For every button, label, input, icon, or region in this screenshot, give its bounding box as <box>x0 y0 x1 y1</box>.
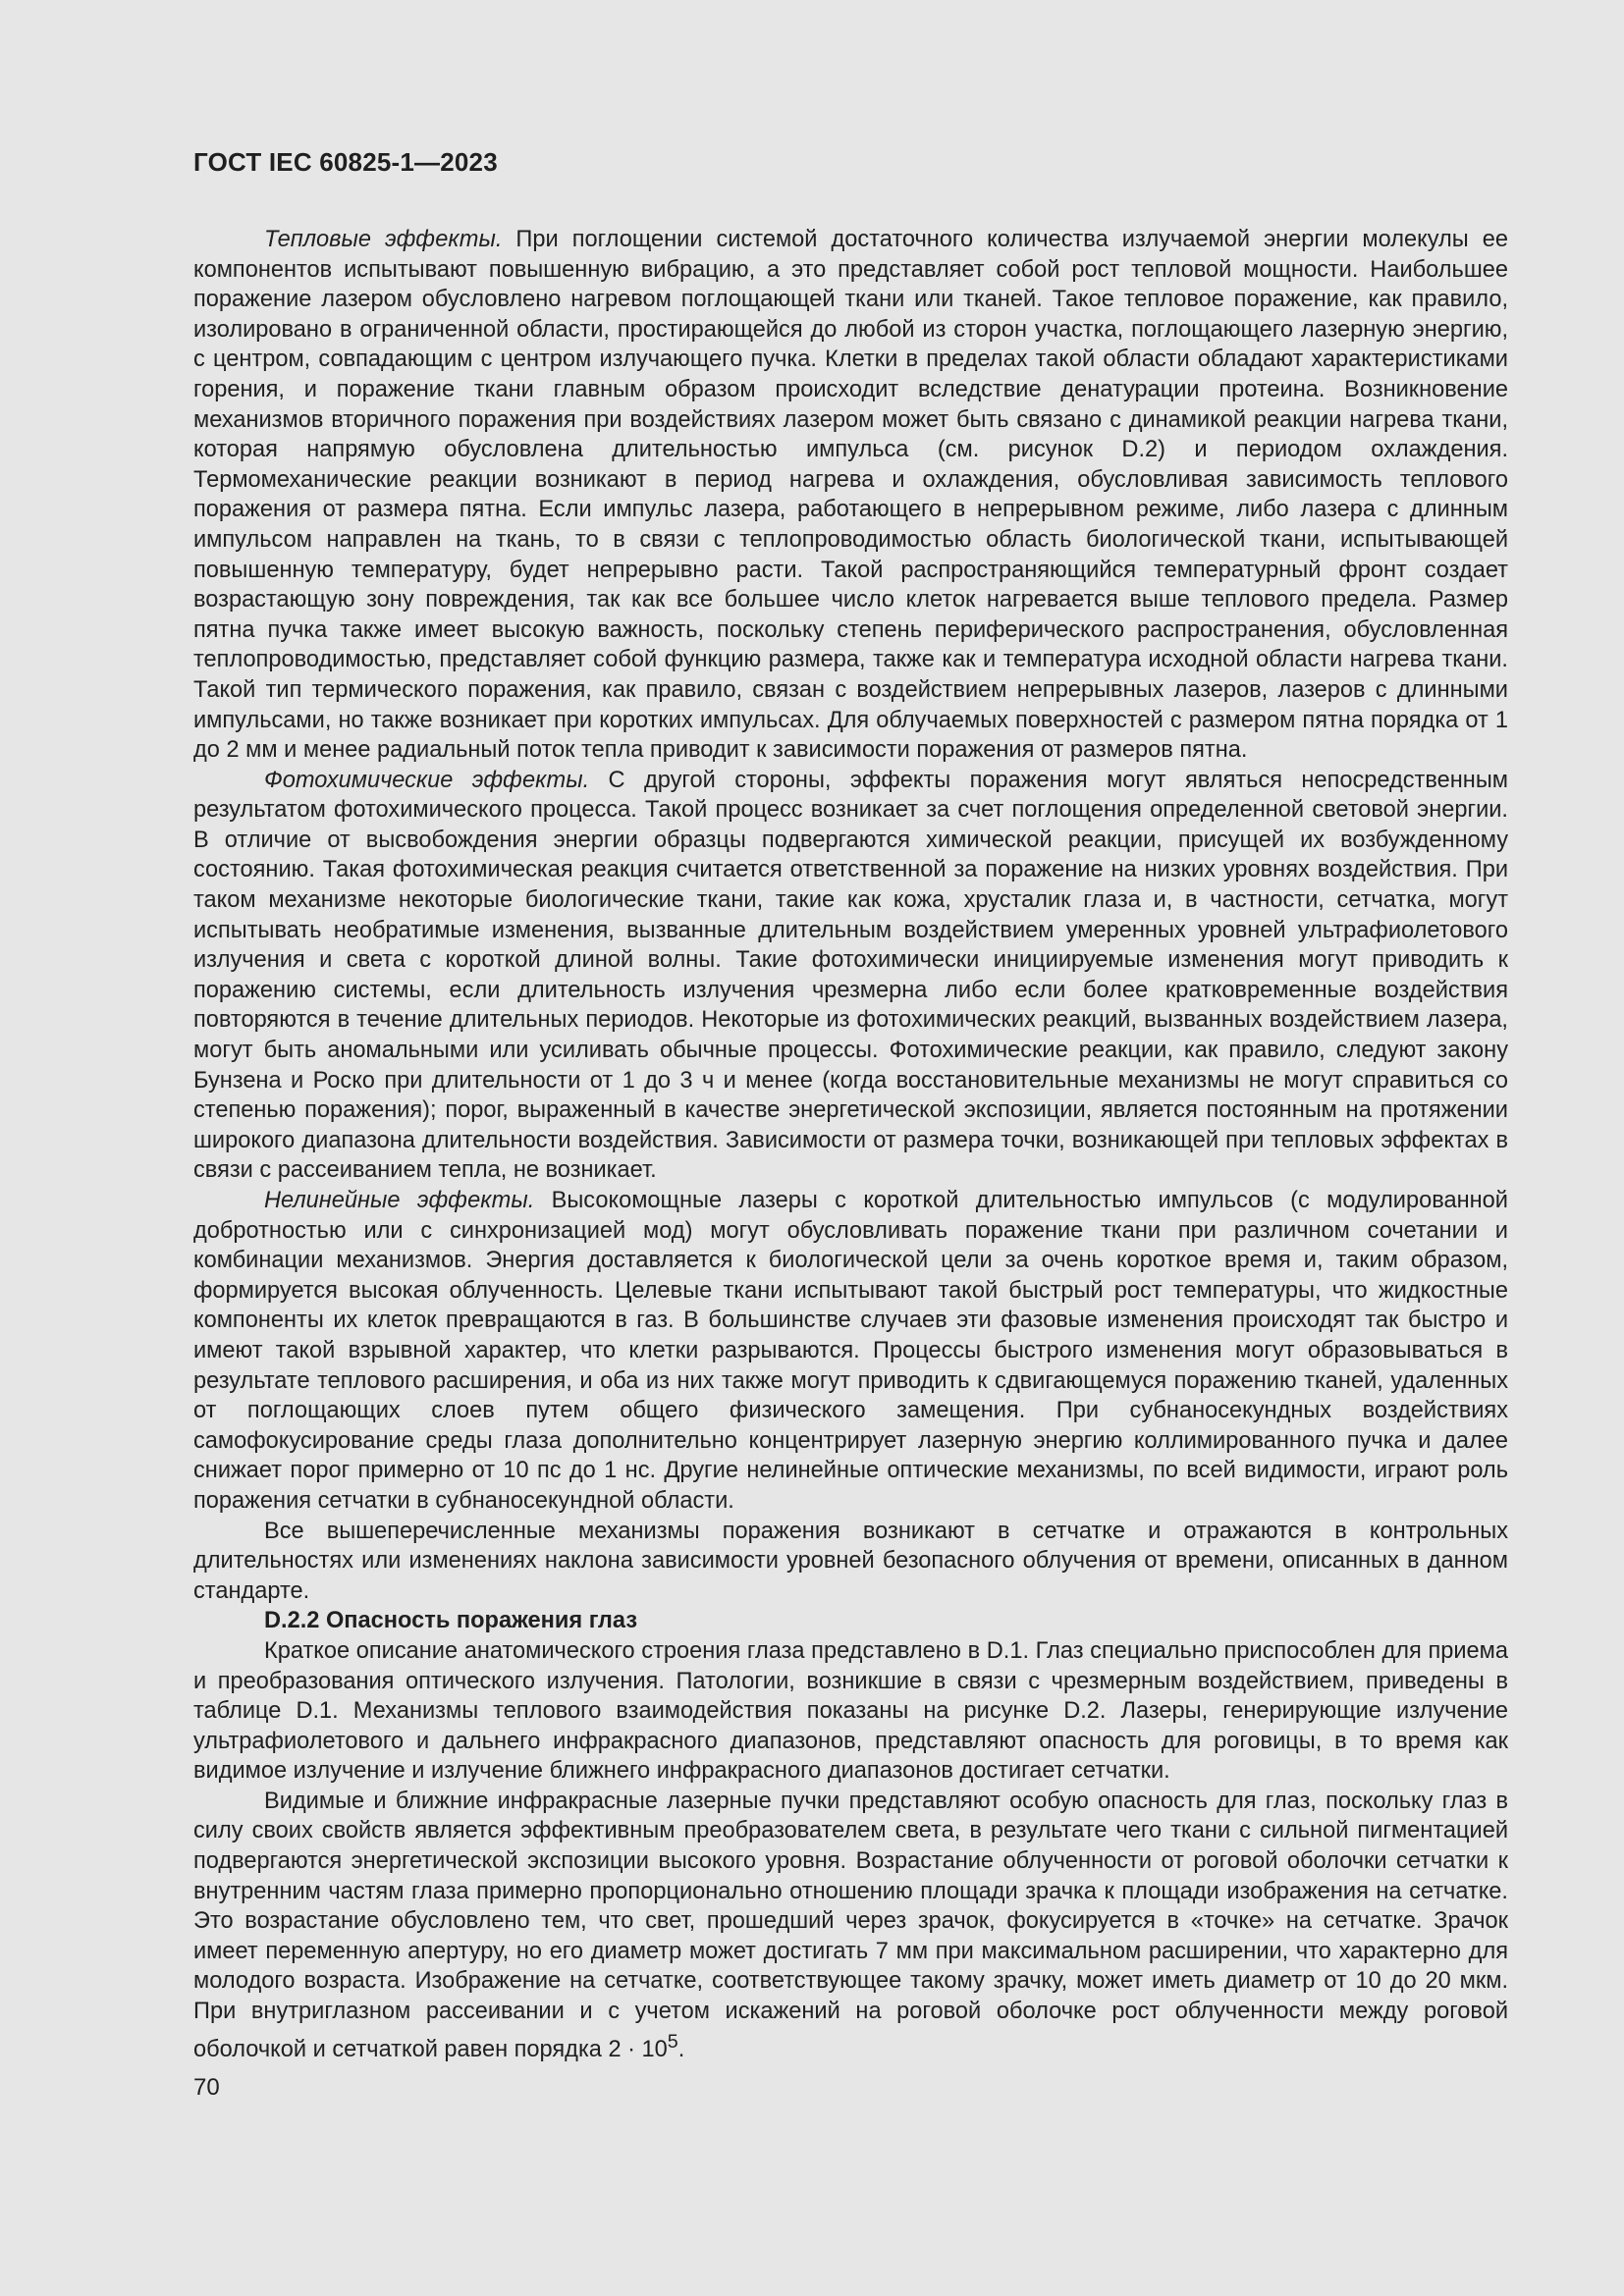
subheading-thermal: Тепловые эффекты. <box>264 227 503 252</box>
paragraph-photochemical-effects <box>193 766 1508 1186</box>
page-number: 70 <box>193 2074 220 2101</box>
paragraph-text: При поглощении системой достаточного количества излучаемой энергии молекулы ее компонентов испытывают повышенную вибрацию, а это представляет собой рост тепловой мощности. Наибольшее поражение лазером обусловлено нагревом поглощающей ткани или тканей. Такое тепловое поражение, как правило, изолировано в ограниченной области, простирающейся до любой из сторон участка, поглощающего лазерную энергию, с центром, совпадающим с центром излучающего пучка. Клетки в пределах такой области обладают характеристиками горения, и поражение ткани главным образом происходит вследствие денатурации протеина. Возникновение механизмов вторичного поражения при воздействиях лазером может быть связано с динамикой реакции нагрева ткани, которая напрямую обусловлена длительностью импульса (см. рисунок D.2) и периодом охлаждения. Термомеханические реакции возникают в период нагрева и охлаждения, обусловливая зависимость теплового поражения от размера пятна. Если импульс лазера, работающего в непрерывном режиме, либо лазера с длинным импульсом направлен на ткань, то в связи с теплопроводимостью область биологической ткани, испытывающей повышенную температуру, будет непрерывно расти. Такой распространяющийся температурный фронт создает возрастающую зону повреждения, так как все большее число клеток нагревается выше теплового предела. Размер пятна пучка также имеет высокую важность, поскольку степень периферического распространения, обусловленная теплопроводимостью, представляет собой функцию размера, также как и температура исходной области нагрева ткани. Такой тип термического поражения, как правило, связан с воздействием непрерывных лазеров, лазеров с длинными импульсами, но также возникает при коротких импульсах. Для облучаемых поверхностей с размером пятна порядка от 1 до 2 мм и менее радиальный поток тепла приводит к зависимости поражения от размеров пятна. <box>193 227 1508 764</box>
paragraph-text: Высокомощные лазеры с короткой длительностью импульсов (с модулированной добротностью или с синхронизацией мод) могут обусловливать поражение ткани при различном сочетании и комбинации механизмов. Энергия доставляется к биологической цели за очень короткое время и, таким образом, формируется высокая облученность. Целевые ткани испытывают такой быстрый рост температуры, что жидкостные компоненты их клеток превращаются в газ. В большинстве случаев эти фазовые изменения происходят так быстро и имеют такой взрывной характер, что клетки разрываются. Процессы быстрого изменения могут образовываться в результате теплового расширения, и оба из них также могут приводить к сдвигающемуся поражению тканей, удаленных от поглощающих слоев путем общего физического замещения. При субнаносекундных воздействиях самофокусирование среды глаза дополнительно концентрирует лазерную энергию коллимированного пучка и далее снижает порог примерно от 10 пс до 1 нс. Другие нелинейные оптические механизмы, по всей видимости, играют роль поражения сетчатки в субнаносекундной области. <box>193 1188 1508 1514</box>
paragraph-eye-anatomy <box>193 1636 1508 1787</box>
paragraph-visible-ir-hazard <box>193 1787 1508 2064</box>
paragraph-nonlinear-effects <box>193 1186 1508 1517</box>
paragraph-text: Все вышеперечисленные механизмы поражения возникают в сетчатке и отражаются в контрольных длительностях или изменениях наклона зависимости уровней безопасного облучения от времени, описанных в данном стандарте. <box>193 1518 1508 1604</box>
subheading-nonlinear: Нелинейные эффекты. <box>264 1188 535 1213</box>
paragraph-text: С другой стороны, эффекты поражения могут являться непосредственным результатом фотохимического процесса. Такой процесс возникает за счет поглощения определенной световой энергии. В отличие от высвобождения энергии образцы подвергаются химической реакции, присущей их возбужденному состоянию. Такая фотохимическая реакция считается ответственной за поражение на низких уровнях воздействия. При таком механизме некоторые биологические ткани, такие как кожа, хрусталик глаза и, в частности, сетчатка, могут испытывать необратимые изменения, вызванные длительным воздействием умеренных уровней ультрафиолетового излучения и света с короткой длиной волны. Такие фотохимически инициируемые изменения могут приводить к поражению системы, если длительность излучения чрезмерна либо если более кратковременные воздействия повторяются в течение длительных периодов. Некоторые из фотохимических реакций, вызванных воздействием лазера, могут быть аномальными или усиливать обычные процессы. Фотохимические реакции, как правило, следуют закону Бунзена и Роско при длительности от 1 до 3 ч и менее (когда восстановительные механизмы не могут справиться со степенью поражения); порог, выраженный в качестве энергетической экспозиции, является постоянным на протяжении широкого диапазона длительности воздействия. Зависимости от размера точки, возникающей при тепловых эффектах в связи с рассеиванием тепла, не возникает. <box>193 767 1508 1184</box>
body-text <box>193 225 1508 2064</box>
paragraph-text: Видимые и ближние инфракрасные лазерные пучки представляют особую опасность для глаз, поскольку глаз в силу своих свойств является эффективным преобразователем света, в результате чего ткани с сильной пигментацией подвергаются энергетической экспозиции высокого уровня. Возрастание облученности от роговой оболочки сетчатки к внутренним частям глаза примерно пропорционально отношению площади зрачка к площади изображения на сетчатке. Это возрастание обусловлено тем, что свет, прошедший через зрачок, фокусируется в «точке» на сетчатке. Зрачок имеет переменную апертуру, но его диаметр может достигать 7 мм при максимальном расширении, что характерно для молодого возраста. Изображение на сетчатке, соответствующее такому зрачку, может иметь диаметр от 10 до 20 мкм. При внутриглазном рассеивании и с учетом искажений на роговой оболочке рост облученности между роговой оболочкой и сетчаткой равен порядка 2 · 10 <box>193 1788 1508 2062</box>
section-heading: D.2.2 Опасность поражения глаз <box>264 1608 638 1634</box>
standard-title: ГОСТ IEC 60825-1—2023 <box>193 147 498 177</box>
paragraph-thermal-effects <box>193 225 1508 766</box>
exponent: 5 <box>667 2030 678 2053</box>
subheading-photochemical: Фотохимические эффекты. <box>264 767 590 793</box>
paragraph-text-tail: . <box>677 2036 685 2062</box>
paragraph-text: Краткое описание анатомического строения глаза представлено в D.1. Глаз специально приспособлен для приема и преобразования оптического излучения. Патологии, возникшие в связи с чрезмерным воздействием, приведены в таблице D.1. Механизмы теплового взаимодействия показаны на рисунке D.2. Лазеры, генерирующие излучение ультрафиолетового и дальнего инфракрасного диапазонов, представляют опасность для роговицы, в то время как видимое излучение и излучение ближнего инфракрасного диапазонов достигает сетчатки. <box>193 1637 1508 1785</box>
paragraph-summary <box>193 1517 1508 1607</box>
